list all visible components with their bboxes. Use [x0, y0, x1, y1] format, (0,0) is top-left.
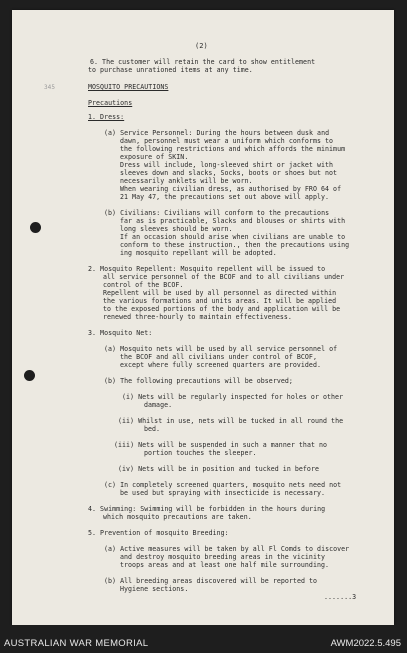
- margin-note: 345: [44, 84, 55, 91]
- document-line: .......3: [324, 593, 357, 601]
- document-line: dawn, personnel must wear a uniform which conforms to: [120, 137, 334, 145]
- document-line: (b) All breeding areas discovered will be reported to: [104, 577, 318, 585]
- document-line: (a) Service Personnel: During the hours between dusk and: [104, 129, 330, 137]
- document-line: the BCOF and all civilians under control of BCOF,: [120, 353, 317, 361]
- document-line: the various formations and units areas. It will be applied: [103, 297, 337, 305]
- document-line: far as is practicable, Slacks and blouses or shirts with: [120, 217, 346, 225]
- document-line: renewed three-hourly to maintain effectiveness.: [103, 313, 292, 321]
- document-line: 4. Swimming: Swimming will be forbidden in the hours during: [88, 505, 326, 513]
- document-line: all service personnel of the BCOF and to all civilians under: [103, 273, 345, 281]
- document-line: Dress will include, long-sleeved shirt or jacket with: [120, 161, 334, 169]
- footer-institution: AUSTRALIAN WAR MEMORIAL: [4, 638, 149, 649]
- document-line: damage.: [144, 401, 173, 409]
- document-line: conform to these instruction., then the precautions using: [120, 241, 350, 249]
- document-line: be used but spraying with insecticide is necessary.: [120, 489, 326, 497]
- footer-accession-number: AWM2022.5.495: [330, 638, 401, 649]
- document-line: (ii) Whilst in use, nets will be tucked in all round the: [118, 417, 344, 425]
- document-line: troops areas and at least one half mile surrounding.: [120, 561, 330, 569]
- document-line: Precautions: [88, 99, 133, 107]
- document-line: (b) Civilians: Civilians will conform to the precautions: [104, 209, 330, 217]
- document-line: and destroy mosquito breeding areas in the vicinity: [120, 553, 326, 561]
- document-line: which mosquito precautions are taken.: [103, 513, 252, 521]
- document-line: bed.: [144, 425, 161, 433]
- document-line: 3. Mosquito Net:: [88, 329, 153, 337]
- archive-footer: [0, 625, 407, 653]
- document-line: 2. Mosquito Repellent: Mosquito repellent will be issued to: [88, 265, 326, 273]
- document-line: the following restrictions and which affords the minimum: [120, 145, 346, 153]
- punch-hole-upper: [30, 222, 41, 233]
- page-number: (2): [195, 42, 208, 50]
- document-line: control of the BCOF.: [103, 281, 184, 289]
- document-line: (i) Nets will be regularly inspected for holes or other: [122, 393, 344, 401]
- document-line: 21 May 47, the precautions set out above will apply.: [120, 193, 330, 201]
- document-line: (a) Mosquito nets will be used by all service personnel of: [104, 345, 338, 353]
- document-line: (a) Active measures will be taken by all Fl Comds to discover: [104, 545, 350, 553]
- document-line: to purchase unrationed items at any time.: [88, 66, 253, 74]
- document-line: 6. The customer will retain the card to show entitlement: [90, 58, 316, 66]
- document-line: ing mosquito repellant will be adopted.: [120, 249, 277, 257]
- document-line: (iv) Nets will be in position and tucked in before: [118, 465, 319, 473]
- document-page: [12, 10, 394, 625]
- document-line: 5. Prevention of mosquito Breeding:: [88, 529, 229, 537]
- document-line: except where fully screened quarters are provided.: [120, 361, 321, 369]
- document-line: If an occasion should arise when civilians are unable to: [120, 233, 346, 241]
- document-line: When wearing civilian dress, as authorised by FRO 64 of: [120, 185, 342, 193]
- document-line: portion touches the sleeper.: [144, 449, 257, 457]
- document-line: necessarily anklets will be worn.: [120, 177, 253, 185]
- document-line: MOSQUITO PRECAUTIONS: [88, 83, 169, 91]
- document-line: (iii) Nets will be suspended in such a manner that no: [114, 441, 328, 449]
- punch-hole-lower: [24, 370, 35, 381]
- document-line: to the exposed portions of the body and application will be: [103, 305, 341, 313]
- document-line: sleeves down and slacks, Socks, boots or shoes but not: [120, 169, 338, 177]
- document-line: (c) In completely screened quarters, mosquito nets need not: [104, 481, 342, 489]
- document-line: 1. Dress:: [88, 113, 125, 121]
- document-line: long sleeves should be worn.: [120, 225, 233, 233]
- document-line: Repellent will be used by all personnel as directed within: [103, 289, 337, 297]
- document-line: (b) The following precautions will be observed;: [104, 377, 293, 385]
- document-line: Hygiene sections.: [120, 585, 189, 593]
- document-line: exposure of SKIN.: [120, 153, 189, 161]
